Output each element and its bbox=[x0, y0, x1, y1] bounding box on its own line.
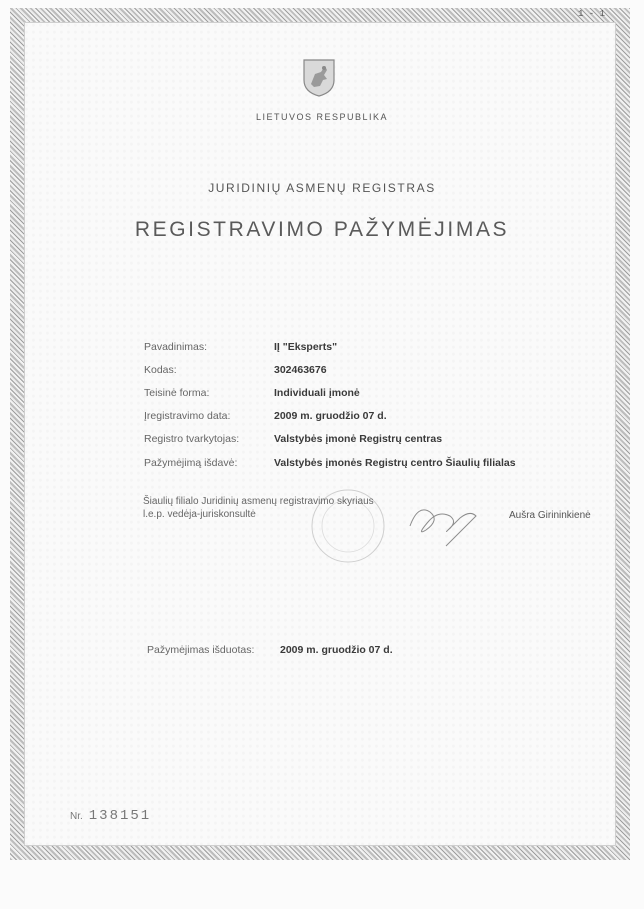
field-row bbox=[144, 381, 584, 404]
republic-name: LIETUVOS RESPUBLIKA bbox=[255, 112, 389, 122]
department-text: Šiaulių filialo Juridinių asmenų registravimo skyriaus bbox=[143, 496, 374, 507]
issued-value: 2009 m. gruodžio 07 d. bbox=[280, 644, 393, 656]
field-value: Valstybės įmonė Registrų centras bbox=[274, 433, 443, 446]
position-text: l.e.p. vedėja-juriskonsultė bbox=[143, 509, 256, 520]
issued-row bbox=[147, 644, 393, 656]
signer-name: Aušra Girininkienė bbox=[509, 510, 591, 521]
field-label: Įregistravimo data: bbox=[144, 410, 231, 423]
field-row bbox=[144, 405, 584, 428]
field-value: 302463676 bbox=[274, 363, 327, 376]
field-value: IĮ "Eksperts" bbox=[274, 340, 338, 353]
registry-name: JURIDINIŲ ASMENŲ REGISTRAS bbox=[208, 181, 436, 195]
field-row bbox=[144, 358, 584, 381]
field-row bbox=[144, 428, 584, 451]
registration-fields bbox=[144, 335, 584, 474]
issued-label: Pažymėjimas išduotas: bbox=[147, 644, 255, 656]
field-row bbox=[144, 335, 584, 358]
field-label: Pažymėjimą išdavė: bbox=[144, 456, 238, 469]
field-value: Valstybės įmonės Registrų centro Šiaulių filialas bbox=[274, 456, 516, 469]
coat-of-arms-icon bbox=[302, 58, 336, 98]
field-label: Teisinė forma: bbox=[144, 386, 210, 399]
number-label: Nr. bbox=[70, 811, 83, 822]
certificate-number bbox=[70, 808, 151, 824]
field-value: Individuali įmonė bbox=[274, 386, 360, 399]
page-number: 1 - 1 bbox=[578, 9, 606, 19]
field-label: Registro tvarkytojas: bbox=[144, 433, 240, 446]
number-value: 138151 bbox=[88, 808, 152, 824]
field-label: Kodas: bbox=[144, 363, 177, 376]
signature-department bbox=[143, 495, 374, 521]
field-value: 2009 m. gruodžio 07 d. bbox=[274, 410, 387, 423]
field-row bbox=[144, 451, 584, 474]
field-label: Pavadinimas: bbox=[144, 340, 208, 353]
certificate-title: REGISTRAVIMO PAŽYMĖJIMAS bbox=[134, 218, 510, 241]
